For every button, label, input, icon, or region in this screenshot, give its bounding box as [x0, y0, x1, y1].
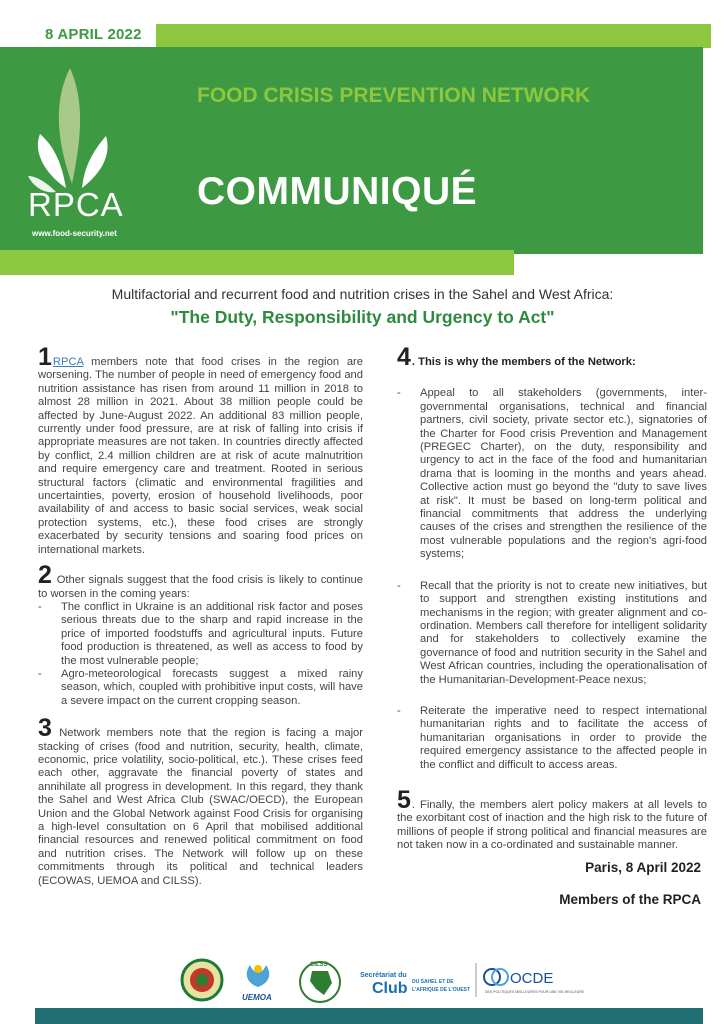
right-column — [397, 343, 707, 861]
cilss-label: CILSS — [310, 962, 328, 968]
paragraph-text: . Finally, the members alert policy makers at all levels to the exorbitant cost of inaction and the high risk to the future of millions of people if strong political and financial measures are not taken now in a co-ordinated and sustainable manner. — [397, 798, 707, 852]
swac-club-label: Club — [372, 980, 408, 997]
paragraph-text: . This is why the members of the Network: — [411, 356, 636, 368]
list-item: - Recall that the priority is not to create new initiatives, but to support and strengthen existing institutions and mechanisms in the region; with greater alignment and co-ordination. Members call therefore for intelligent solidarity and for stakeholders to collectively examine the governance of food and nutrition security in the Sahel and West African countries, including the operationalisation of the Humanitarian-Development-Peace nexus; — [397, 580, 707, 687]
paragraph-5 — [397, 785, 707, 853]
list-item: - The conflict in Ukraine is an additional risk factor and poses serious threats due to the sharp and rapid increase in the price of imported foodstuffs and agricultural inputs. Future food production is threatened, as well as access to food by the most vulnerable people; — [38, 601, 363, 668]
list-item: - Appeal to all stakeholders (governments, inter-governmental organisations, technical and financial partners, civil society, private sector etc.), signatories of the Charter for Food crisis Prevention and Management (PREGEC Charter), on the duty, responsibility and urgency to act in the face of the food and humanitarian drama that is looming in the months and years ahead. Collective action must go beyond the "duty to save lives at risk". It must be based on long-term political and financial commitments that address the underlying causes of the crises and strengthen the resilience of the most vulnerable populations and the region's agri-food systems; — [397, 387, 707, 561]
uemoa-logo-icon — [242, 965, 272, 1002]
header-accent-strip-bottom — [0, 250, 514, 275]
paragraph-number: 4 — [397, 343, 411, 371]
paragraph-text: Network members note that the region is facing a major stacking of crises (food and nutrition, security, health, climate, economic, price volatility, socio-political, etc.). These crises feed each other, aggravate the financial poverty of states and annihilate all progress in development. In this regard, they thank the Sahel and West Africa Club (SWAC/OECD), the European Union and the Global Network against Food Crisis for organising a high-level consultation on 6 April that mobilised additional financial resources and renewed political commitment on food and nutrition crises. The Network will follow up on these commitments through its political and technical leaders (ECOWAS, UEMOA and CILSS). — [38, 727, 363, 887]
paragraph-2-list — [38, 601, 363, 708]
uemoa-label: UEMOA — [242, 993, 272, 1002]
ecowas-logo-icon — [182, 960, 222, 1000]
document-headline: "The Duty, Responsibility and Urgency to Act" — [170, 307, 555, 327]
ocde-tagline: DES POLITIQUES MEILLEURES POUR UNE VIE MEILLEURE — [485, 990, 585, 994]
paragraph-4-intro — [397, 343, 707, 371]
cilss-logo-icon — [300, 962, 340, 1002]
paragraph-3 — [38, 714, 363, 888]
footer-bar — [35, 1008, 703, 1024]
left-column — [38, 343, 363, 896]
paragraph-1 — [38, 343, 363, 557]
ocde-logo-icon — [476, 963, 585, 997]
communique-date: 8 APRIL 2022 — [45, 26, 142, 43]
paragraph-2 — [38, 561, 363, 601]
paragraph-number: 1 — [38, 343, 52, 371]
list-item: - Reiterate the imperative need to respect international humanitarian rights and to facilitate the access of humanitarian organisations in order to provide the required emergency assistance to the affected people in the conflict and difficult to access areas. — [397, 705, 707, 772]
network-title: FOOD CRISIS PREVENTION NETWORK — [197, 84, 591, 107]
paragraph-4-list — [397, 387, 707, 772]
list-item: - Agro-meteorological forecasts suggest a mixed rainy season, which, coupled with prohibitive input costs, will have a severe impact on the current cropping season. — [38, 668, 363, 708]
document-subtitle: Multifactorial and recurrent food and nutrition crises in the Sahel and West Africa: — [111, 286, 614, 302]
paragraph-number: 3 — [38, 714, 52, 743]
paragraph-number: 5 — [397, 785, 411, 814]
swac-region-label-1: DU SAHEL ET DE — [412, 979, 454, 985]
swac-club-logo-icon — [360, 972, 470, 997]
signature-members: Members of the RPCA — [559, 892, 701, 907]
signature-place-date: Paris, 8 April 2022 — [585, 860, 701, 875]
paragraph-number: 2 — [38, 561, 52, 590]
paragraph-text: members note that food crises in the region are worsening. The number of people in need of emergency food and nutrition assistance has risen from around 11 million in 2018 to almost 28 million in 2021. About 38 million people could be affected by June-August 2022. An additional 83 million people, currently under food pressure, are at risk of falling into crisis if appropriate measures are not taken. In countries directly affected by conflict, 2.4 million children are at risk of acute malnutrition and require emergency care and treatment. Rooted in serious structural factors (climatic and environmental fragilities and uncertainties, poverty, erosion of household livelihoods, poor availability of and access to basic social services, weak social protection systems, etc.), these food crises are strongly exacerbated by security tensions and soaring food prices on international markets. — [38, 356, 363, 556]
swac-secretariat-label: Secrétariat du — [360, 972, 407, 979]
website-url: www.food-security.net — [32, 229, 117, 238]
document-type-title: COMMUNIQUÉ — [197, 170, 478, 213]
ocde-label: OCDE — [510, 970, 554, 987]
rpca-link[interactable]: RPCA — [52, 356, 84, 368]
header-accent-strip-top — [156, 24, 711, 48]
paragraph-text: Other signals suggest that the food crisis is likely to continue to worsen in the coming years: — [38, 574, 363, 600]
partner-logos — [180, 955, 640, 1005]
swac-region-label-2: L'AFRIQUE DE L'OUEST — [412, 987, 470, 993]
rpca-logo-text: RPCA — [28, 186, 124, 223]
